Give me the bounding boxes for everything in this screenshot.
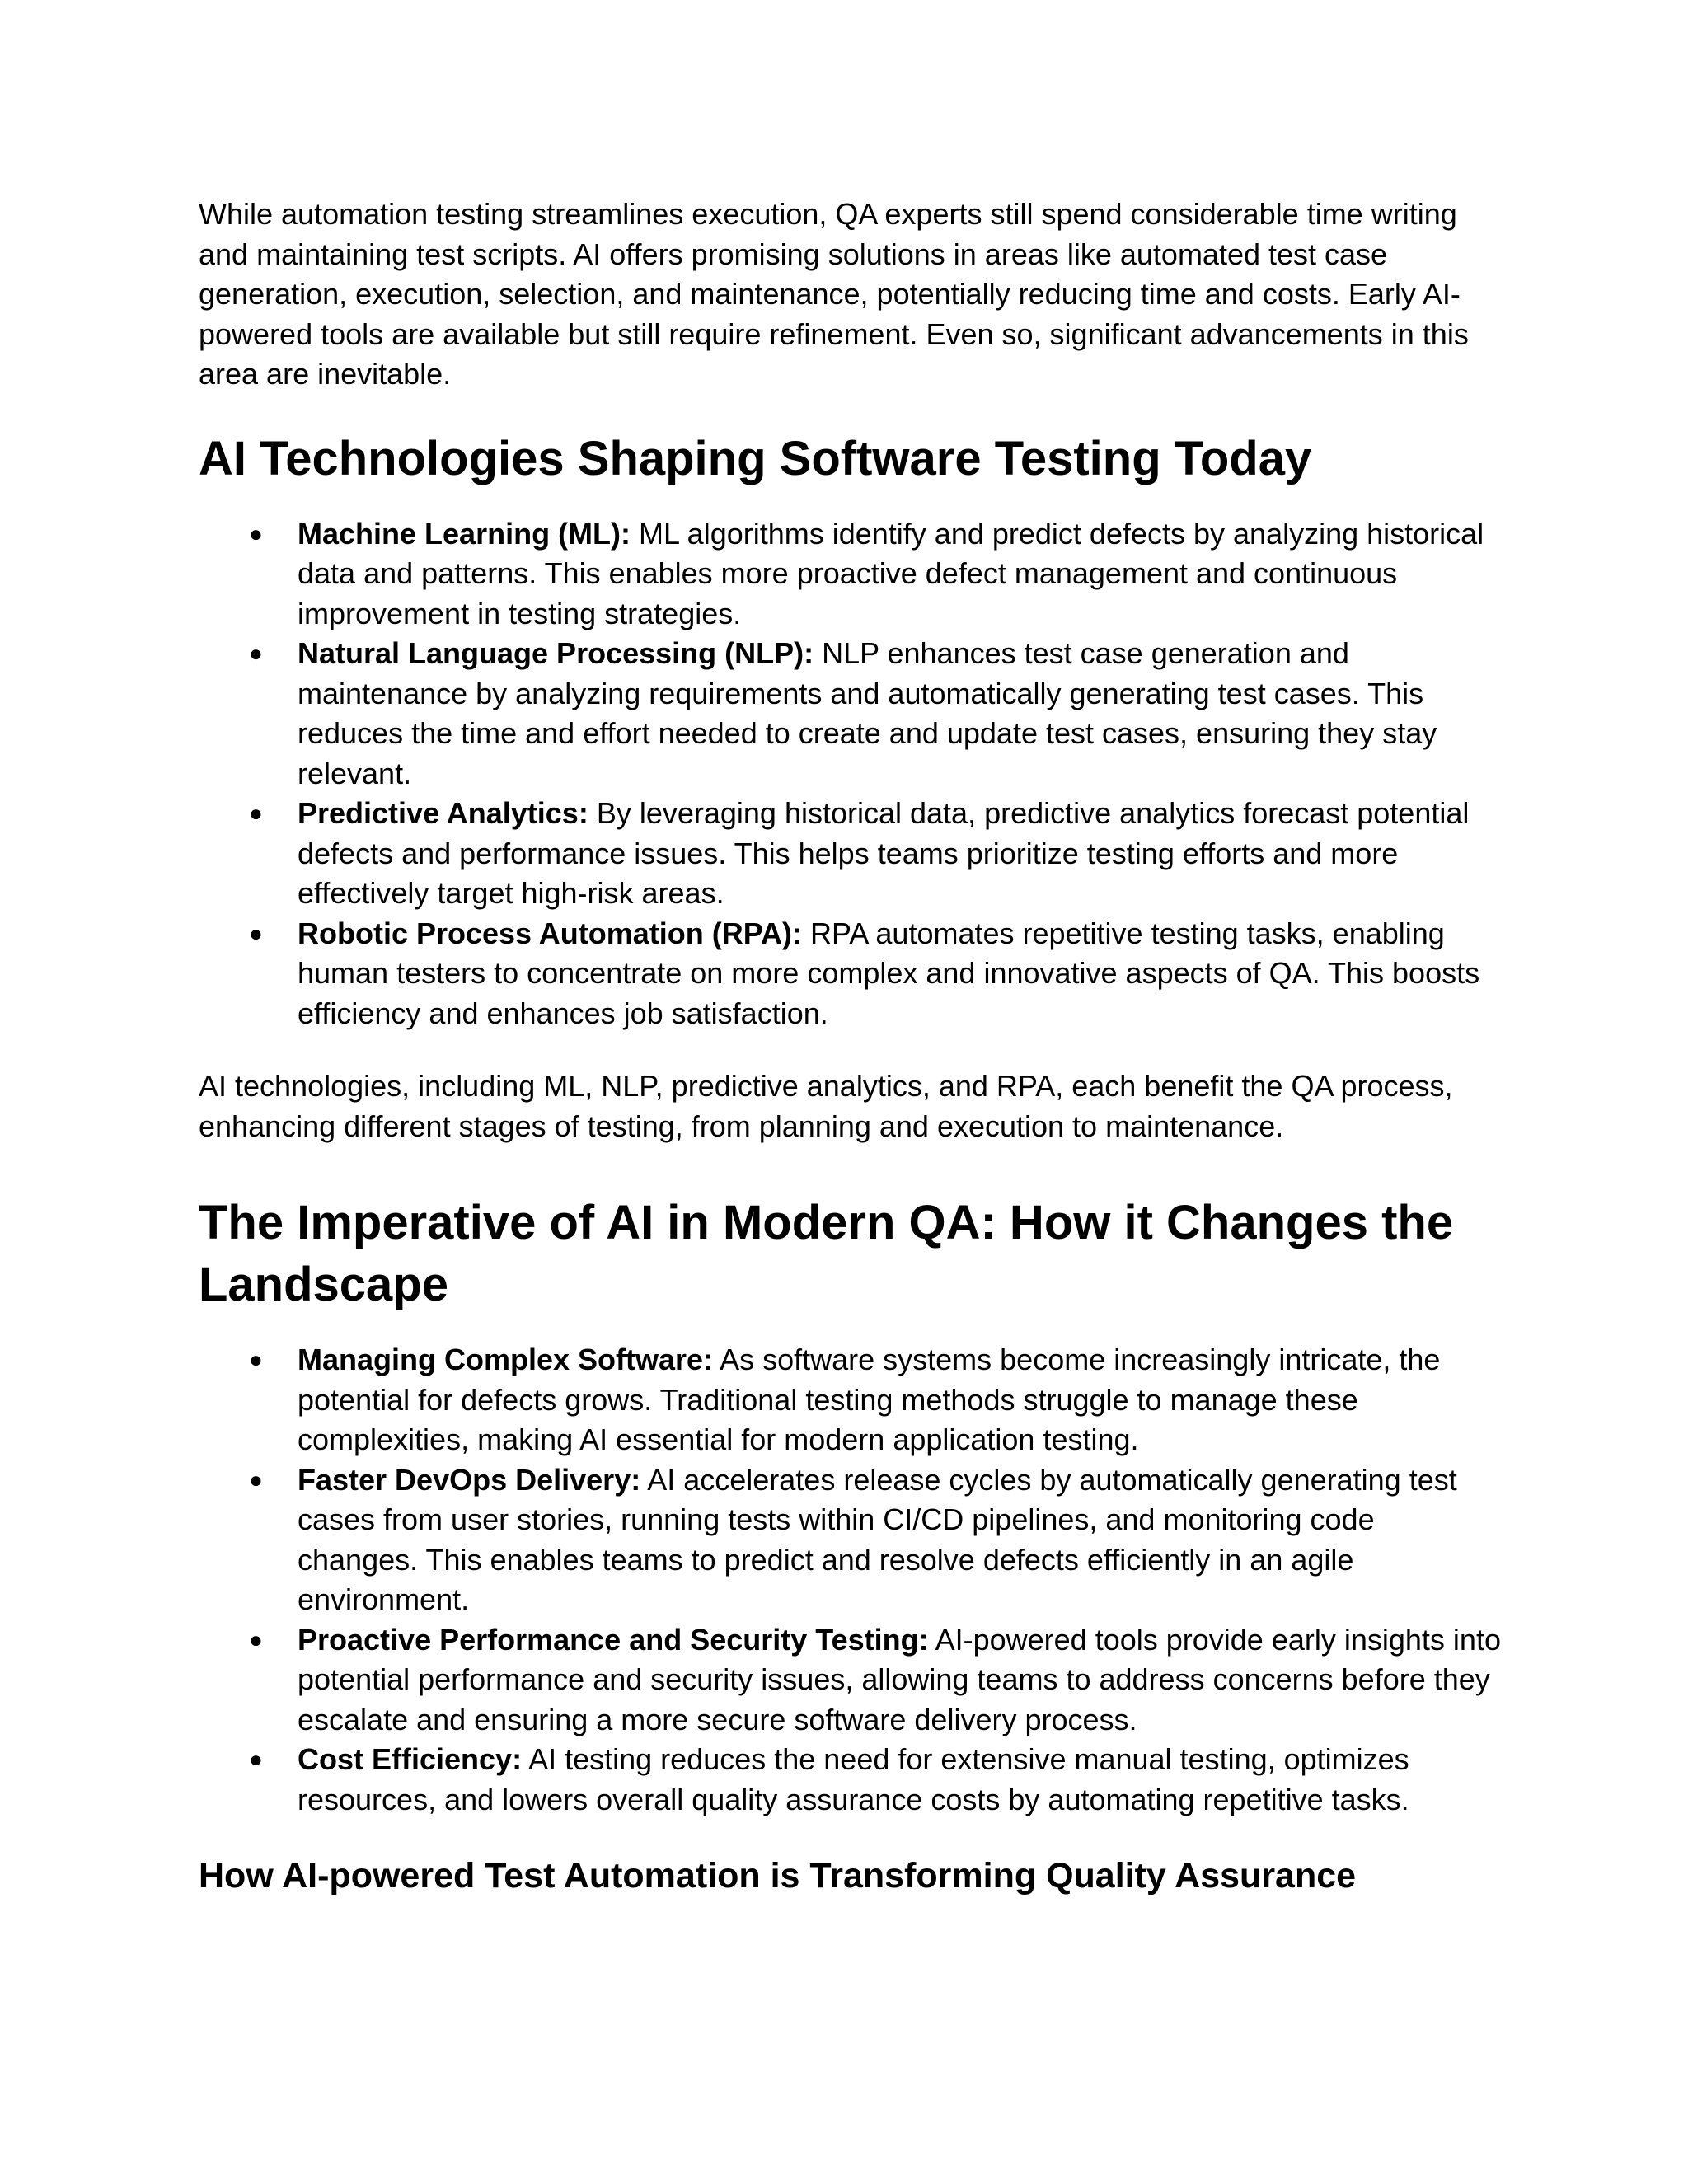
list-item-term: Machine Learning (ML): [298, 516, 631, 551]
list-item [199, 1740, 1501, 1820]
intro-paragraph: While automation testing streamlines execution, QA experts still spend considerable time writing and maintaining test scripts. AI offers promising solutions in areas like automated test case generation, execution, selection, and maintenance, potentially reducing time and costs. Early AI-powered tools are available but still require refinement. Even so, significant advancements in this area are inevitable. [199, 197, 1469, 391]
list-item-term: Robotic Process Automation (RPA): [298, 916, 803, 950]
subsection-heading-ai-test-automation: How AI-powered Test Automation is Transforming Quality Assurance [199, 1856, 1357, 1896]
list-item-text: RPA automates repetitive testing tasks, enabling human testers to concentrate on more complex and innovative aspects of QA. This boosts efficiency and enhances job satisfaction. [298, 916, 1480, 1030]
ai-technologies-summary: AI technologies, including ML, NLP, predictive analytics, and RPA, each benefit the QA process, enhancing different stages of testing, from planning and execution to maintenance. [199, 1069, 1453, 1143]
list-item-text: AI testing reduces the need for extensive manual testing, optimizes resources, and lowers overall quality assurance costs by automating repetitive tasks. [298, 1742, 1409, 1816]
bullet-icon: ● [249, 1746, 263, 1772]
list-item-term: Cost Efficiency: [298, 1742, 523, 1776]
bullet-icon: ● [249, 640, 263, 666]
bullet-icon: ● [249, 520, 263, 546]
bullet-icon: ● [249, 920, 263, 946]
list-item-text: As software systems become increasingly intricate, the potential for defects grows. Traditional testing methods struggle to manage these complexities, making AI essential for modern application testing. [298, 1343, 1441, 1456]
list-item-text: NLP enhances test case generation and maintenance by analyzing requirements and automatically generating test cases. This reduces the time and effort needed to create and update test cases, ensuring they stay relevant. [298, 636, 1437, 790]
bullet-icon: ● [249, 1626, 263, 1652]
bullet-icon: ● [249, 1466, 263, 1493]
list-item [199, 634, 1501, 794]
list-item-text: ML algorithms identify and predict defects by analyzing historical data and patterns. This enables more proactive defect management and continuous improvement in testing strategies. [298, 516, 1484, 630]
document-page [199, 194, 1501, 1899]
list-item-term: Faster DevOps Delivery: [298, 1462, 641, 1497]
list-item-text: By leveraging historical data, predictive analytics forecast potential defects and performance issues. This helps teams prioritize testing efforts and more effectively target high-risk areas. [298, 796, 1470, 910]
list-item [199, 794, 1501, 914]
list-item-term: Predictive Analytics: [298, 796, 588, 830]
section-heading-ai-technologies: AI Technologies Shaping Software Testing Today [199, 431, 1312, 485]
list-item-text: AI accelerates release cycles by automatically generating test cases from user stories, running tests within CI/CD pipelines, and monitoring code changes. This enables teams to predict and resolve defects efficiently in an agile environment. [298, 1462, 1457, 1616]
list-item [199, 514, 1501, 635]
list-item-term: Proactive Performance and Security Testing: [298, 1622, 929, 1657]
list-item-term: Natural Language Processing (NLP): [298, 636, 814, 670]
list-item [199, 1620, 1501, 1741]
list-item-term: Managing Complex Software: [298, 1343, 714, 1376]
list-item-text: AI-powered tools provide early insights into potential performance and security issues, allowing teams to address concerns before they escalate and ensuring a more secure software delivery process. [298, 1622, 1501, 1736]
bullet-icon: ● [249, 1347, 263, 1372]
imperative-of-ai-list [199, 1340, 1501, 1820]
ai-technologies-list [199, 514, 1501, 1034]
section-heading-imperative-of-ai: The Imperative of AI in Modern QA: How it Changes the Landscape [199, 1196, 1454, 1311]
list-item [199, 914, 1501, 1034]
list-item [199, 1340, 1501, 1460]
bullet-icon: ● [249, 800, 263, 826]
list-item [199, 1460, 1501, 1620]
